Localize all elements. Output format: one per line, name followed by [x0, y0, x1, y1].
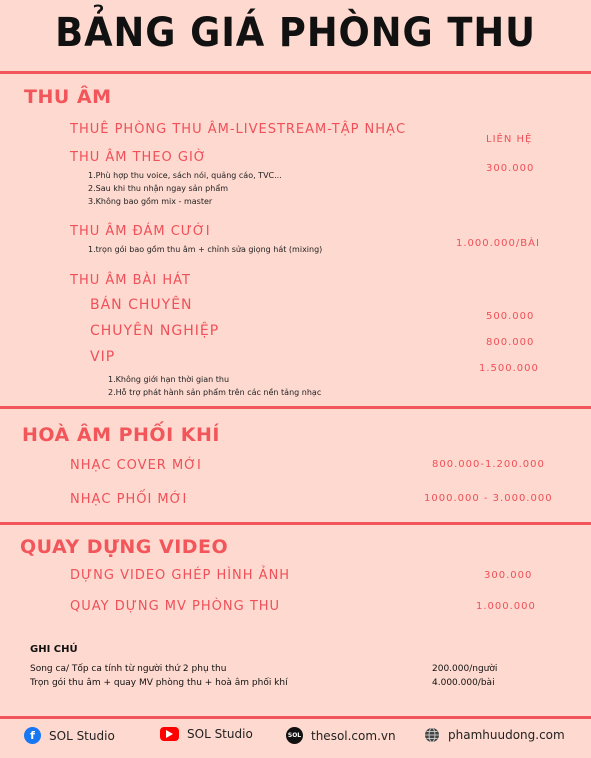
tier-price: 1.500.000	[479, 363, 539, 374]
section-heading-video: QUAY DỰNG VIDEO	[20, 536, 229, 558]
item-wedding-price: 1.000.000/BÀI	[456, 238, 540, 249]
section-heading-hoa-am: HOÀ ÂM PHỐI KHÍ	[22, 424, 220, 446]
tier-label: BÁN CHUYÊN	[90, 297, 193, 313]
domain-label: phamhuudong.com	[448, 728, 565, 742]
note-line: 1.trọn gói bao gồm thu âm + chỉnh sửa giọng hát (mixing)	[88, 245, 323, 254]
item-rental-label: THUÊ PHÒNG THU ÂM-LIVESTREAM-TẬP NHẠC	[70, 122, 407, 137]
section-heading-thu-am: THU ÂM	[24, 86, 112, 108]
notes-row-text: Song ca/ Tốp ca tính từ người thứ 2 phụ thu	[30, 664, 227, 674]
item-hourly-notes	[88, 169, 282, 208]
tier-label: VIP	[90, 349, 116, 365]
youtube-label: SOL Studio	[187, 727, 253, 741]
item-wedding-label: THU ÂM ĐÁM CƯỚI	[70, 224, 211, 239]
note-line: 1.Phù hợp thu voice, sách nói, quảng cáo, TVC...	[88, 171, 282, 180]
divider	[0, 522, 591, 525]
item-video-label: DỰNG VIDEO GHÉP HÌNH ẢNH	[70, 568, 291, 583]
footer-facebook[interactable]	[24, 727, 115, 744]
footer-website[interactable]	[286, 727, 396, 744]
facebook-label: SOL Studio	[49, 728, 115, 743]
item-mv-price: 1.000.000	[476, 601, 536, 612]
item-arrange-label: NHẠC PHỐI MỚI	[70, 492, 188, 507]
item-mv-label: QUAY DỰNG MV PHÒNG THU	[70, 599, 281, 614]
divider	[0, 716, 591, 719]
notes-row-text: Trọn gói thu âm + quay MV phòng thu + hoà âm phối khí	[30, 678, 288, 688]
footer-domain[interactable]	[424, 727, 565, 743]
facebook-icon: f	[24, 727, 41, 744]
item-cover-price: 800.000-1.200.000	[432, 459, 545, 470]
item-cover-label: NHẠC COVER MỚI	[70, 458, 202, 473]
item-arrange-price: 1000.000 - 3.000.000	[424, 493, 553, 504]
note-line: 2.Sau khi thu nhận ngay sản phẩm	[88, 184, 229, 193]
notes-row-price: 200.000/người	[432, 664, 498, 674]
item-hourly-price: 300.000	[486, 163, 535, 174]
footer-youtube[interactable]	[160, 727, 253, 741]
divider	[0, 71, 591, 74]
note-line: 2.Hỗ trợ phát hành sản phẩm trên các nền tảng nhạc	[108, 388, 322, 397]
item-wedding-notes	[88, 243, 322, 256]
item-rental-price: LIÊN HỆ	[486, 134, 533, 145]
note-line: 3.Không bao gồm mix - master	[88, 197, 213, 206]
item-hourly-label: THU ÂM THEO GIỜ	[70, 150, 207, 165]
tier-price: 800.000	[486, 337, 535, 348]
item-song-label: THU ÂM BÀI HÁT	[70, 273, 191, 288]
notes-row-price: 4.000.000/bài	[432, 678, 495, 688]
page-title: BẢNG GIÁ PHÒNG THU	[55, 10, 536, 56]
note-line: 1.Không giới hạn thời gian thu	[108, 375, 230, 384]
tier-price: 500.000	[486, 311, 535, 322]
divider	[0, 406, 591, 409]
sol-logo-icon: SOL	[286, 727, 303, 744]
globe-icon	[424, 727, 440, 743]
website-label: thesol.com.vn	[311, 728, 396, 743]
item-song-notes	[108, 373, 321, 399]
notes-heading: GHI CHÚ	[30, 644, 78, 655]
youtube-icon	[160, 727, 179, 741]
item-video-price: 300.000	[484, 570, 533, 581]
tier-label: CHUYÊN NGHIỆP	[90, 323, 220, 339]
